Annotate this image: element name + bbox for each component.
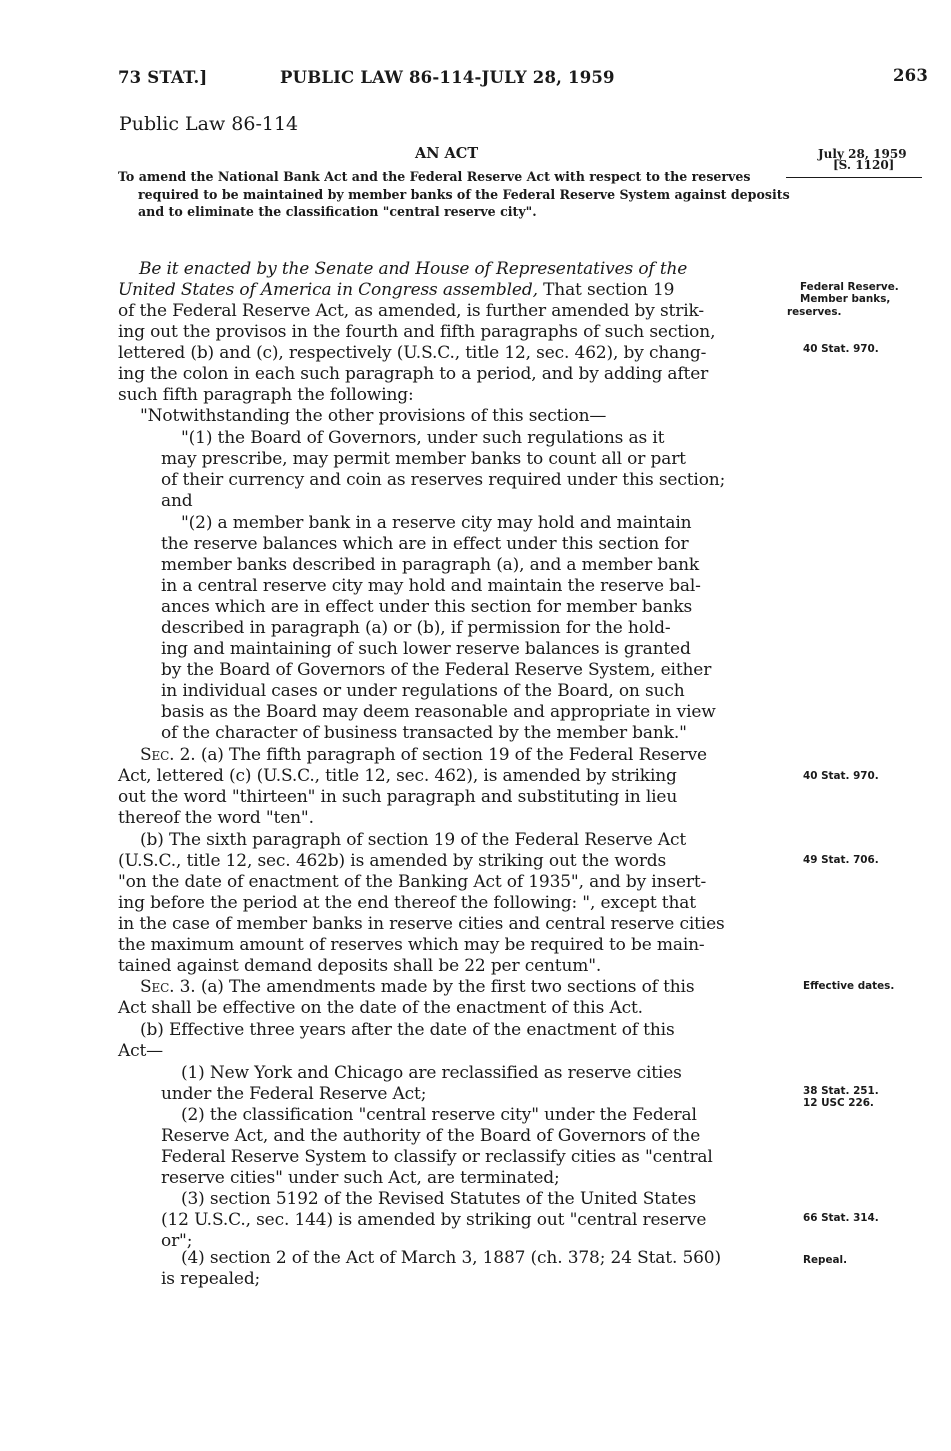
enacting-clause-line-1: Be it enacted by the Senate and House of Representatives of the xyxy=(139,259,688,279)
margin-note-effective-dates: Effective dates. xyxy=(803,980,895,992)
margin-note-citation: 49 Stat. 706. xyxy=(803,854,879,866)
text-line: lettered (b) and (c), respectively (U.S.C., title 12, sec. 462), by chang- xyxy=(118,343,707,363)
paragraph-2-line: of the character of business transacted by the member bank." xyxy=(161,723,687,743)
page-number: 263 xyxy=(893,66,929,85)
text-line: Act— xyxy=(118,1041,164,1061)
clause-1-line: (1) New York and Chicago are reclassified as reserve cities xyxy=(181,1063,682,1083)
paragraph-2-line: the reserve balances which are in effect under this section for xyxy=(161,534,689,554)
clause-2-line: Reserve Act, and the authority of the Board of Governors of the xyxy=(161,1126,701,1146)
text-line: ing the colon in each such paragraph to a period, and by adding after xyxy=(118,364,709,384)
paragraph-1-line: of their currency and coin as reserves required under this section; xyxy=(161,470,726,490)
section-2-heading-line: Sec. 2. (a) The fifth paragraph of section 19 of the Federal Reserve xyxy=(140,745,707,765)
date-rule xyxy=(786,177,922,178)
clause-3-line: (12 U.S.C., sec. 144) is amended by striking out "central reserve xyxy=(161,1210,707,1230)
paragraph-2-line: basis as the Board may deem reasonable and appropriate in view xyxy=(161,702,716,722)
text-line: Act, lettered (c) (U.S.C., title 12, sec. 462), is amended by striking xyxy=(118,766,677,786)
margin-note-citation: 12 USC 226. xyxy=(803,1097,874,1109)
paragraph-2-line: by the Board of Governors of the Federal Reserve System, either xyxy=(161,660,712,680)
margin-note-citation: 66 Stat. 314. xyxy=(803,1212,879,1224)
margin-note-citation: 40 Stat. 970. xyxy=(803,343,879,355)
clause-2-line: Federal Reserve System to classify or reclassify cities as "central xyxy=(161,1147,713,1167)
text-line: "Notwithstanding the other provisions of this section— xyxy=(140,406,607,426)
act-label: AN ACT xyxy=(415,145,479,162)
paragraph-1-line: may prescribe, may permit member banks to count all or part xyxy=(161,449,686,469)
margin-note-citation: 40 Stat. 970. xyxy=(803,770,879,782)
enacting-clause-line-2: United States of America in Congress assembled, That section 19 xyxy=(118,280,675,300)
text-line: "on the date of enactment of the Banking Act of 1935", and by insert- xyxy=(118,872,707,892)
text-line: (b) Effective three years after the date of the enactment of this xyxy=(140,1020,675,1040)
text-line: thereof the word "ten". xyxy=(118,808,314,828)
text-line: out the word "thirteen" in such paragraph and substituting in lieu xyxy=(118,787,678,807)
text-line: the maximum amount of reserves which may be required to be main- xyxy=(118,935,705,955)
text-line: in the case of member banks in reserve cities and central reserve cities xyxy=(118,914,725,934)
paragraph-2-line: ances which are in effect under this section for member banks xyxy=(161,597,693,617)
clause-1-line: under the Federal Reserve Act; xyxy=(161,1084,427,1104)
act-purpose: To amend the National Bank Act and the Federal Reserve Act with respect to the reserves required to be maintained by member banks of the Federal Reserve System against deposits and to eliminate the classification "central reserve city". xyxy=(118,169,790,219)
section-3-heading-line: Sec. 3. (a) The amendments made by the first two sections of this xyxy=(140,977,695,997)
clause-3-line: (3) section 5192 of the Revised Statutes of the United States xyxy=(181,1189,697,1209)
text-line: (U.S.C., title 12, sec. 462b) is amended by striking out the words xyxy=(118,851,667,871)
text-line: Act shall be effective on the date of the enactment of this Act. xyxy=(118,998,643,1018)
clause-4-line: (4) section 2 of the Act of March 3, 1887 (ch. 378; 24 Stat. 560) xyxy=(181,1248,721,1268)
text-line: ing before the period at the end thereof the following: ", except that xyxy=(118,893,696,913)
paragraph-2-line: member banks described in paragraph (a), and a member bank xyxy=(161,555,700,575)
running-title: PUBLIC LAW 86-114-JULY 28, 1959 xyxy=(280,68,615,87)
paragraph-1-line: "(1) the Board of Governors, under such regulations as it xyxy=(181,428,665,448)
margin-note-member-banks: Member banks, xyxy=(800,293,891,305)
paragraph-2-line: described in paragraph (a) or (b), if permission for the hold- xyxy=(161,618,671,638)
text-line: such fifth paragraph the following: xyxy=(118,385,414,405)
margin-note-repeal: Repeal. xyxy=(803,1254,848,1266)
text-line: ing out the provisos in the fourth and fifth paragraphs of such section, xyxy=(118,322,716,342)
margin-note-federal-reserve: Federal Reserve. xyxy=(800,281,899,293)
text-line: of the Federal Reserve Act, as amended, is further amended by strik- xyxy=(118,301,704,321)
paragraph-2-line: in a central reserve city may hold and maintain the reserve bal- xyxy=(161,576,701,596)
bill-number: [S. 1120] xyxy=(833,158,895,172)
volume-reference: 73 STAT.] xyxy=(118,68,208,87)
clause-2-line: reserve cities" under such Act, are terminated; xyxy=(161,1168,560,1188)
paragraph-2-line: ing and maintaining of such lower reserve balances is granted xyxy=(161,639,691,659)
clause-2-line: (2) the classification "central reserve city" under the Federal xyxy=(181,1105,697,1125)
margin-note-citation: 38 Stat. 251. xyxy=(803,1085,879,1097)
law-number: Public Law 86-114 xyxy=(119,113,299,135)
margin-note-reserves: reserves. xyxy=(787,306,842,318)
paragraph-2-line: in individual cases or under regulations of the Board, on such xyxy=(161,681,685,701)
clause-4-line: is repealed; xyxy=(161,1269,261,1289)
paragraph-1-line: and xyxy=(161,491,193,511)
paragraph-2-line: "(2) a member bank in a reserve city may hold and maintain xyxy=(181,513,692,533)
text-line: (b) The sixth paragraph of section 19 of the Federal Reserve Act xyxy=(140,830,687,850)
clause-3-line: or"; xyxy=(161,1231,193,1251)
text-line: tained against demand deposits shall be 22 per centum". xyxy=(118,956,602,976)
approval-date: July 28, 1959 xyxy=(818,147,907,161)
